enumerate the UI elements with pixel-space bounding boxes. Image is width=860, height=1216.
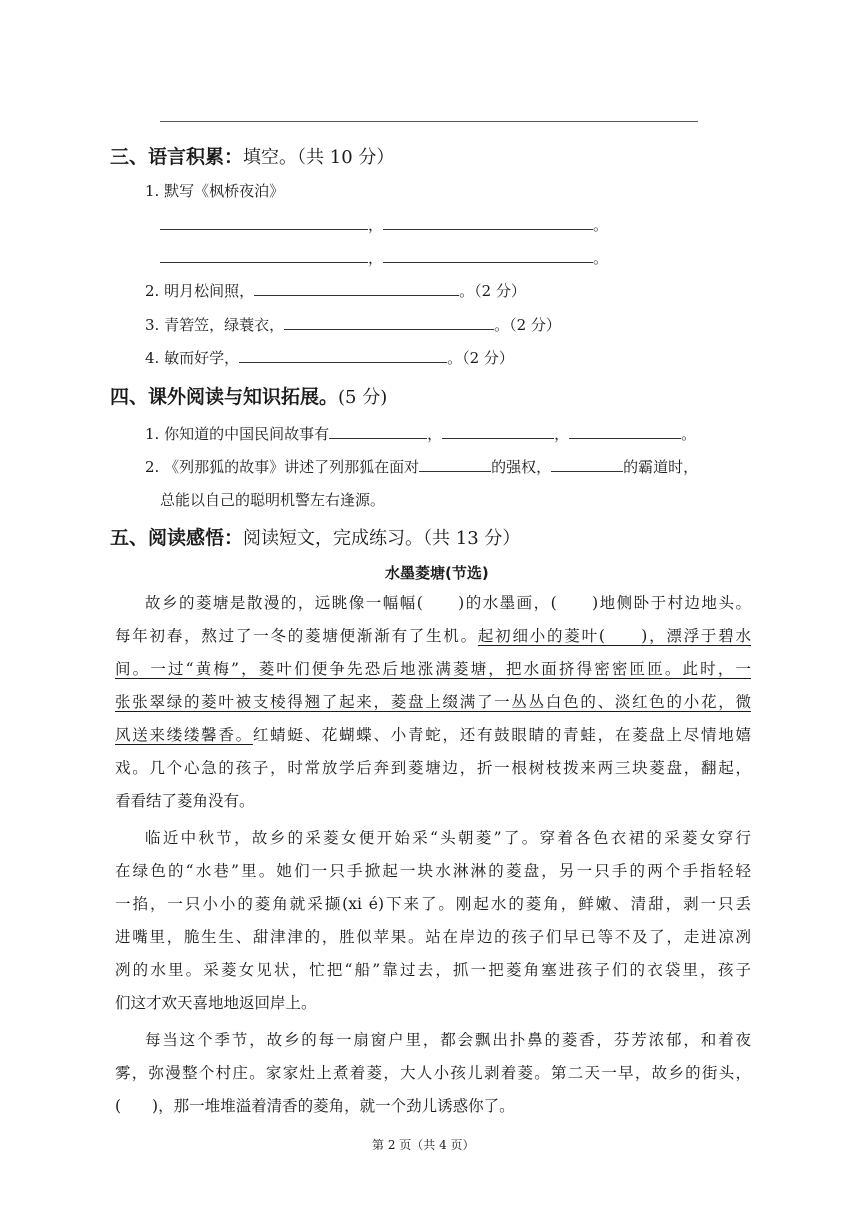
passage-line: 戏。几个心急的孩子，时常放学后奔到菱塘边，折一根树枝拨来两三块菱盘，翻起， [115, 759, 751, 777]
poem-line-1: ， 。 [160, 214, 608, 235]
passage-line: 每年初春，熬过了一冬的菱塘便渐渐有了生机。起初细小的菱叶( )，漂浮于碧水 [115, 627, 751, 645]
poem-line-2: ， 。 [160, 247, 608, 268]
passage-line: 张张翠绿的菱叶被支棱得翘了起来，菱盘上缀满了一丛丛白色的、淡红色的小花，微 [115, 693, 751, 711]
top-rule [160, 121, 698, 122]
answer-blank[interactable] [551, 457, 623, 472]
answer-blank[interactable] [383, 215, 593, 230]
section-3-heading: 三、语言积累：填空。（共 10 分） [110, 146, 395, 168]
passage-line: 每当这个季节，故乡的每一扇窗户里，都会飘出扑鼻的菱香，芬芳浓郁，和着夜 [145, 1031, 751, 1049]
passage-title: 水墨菱塘(节选) [385, 564, 489, 582]
passage-line: 间。一过“黄梅”，菱叶们便争先恐后地涨满菱塘，把水面挤得密密匝匝。此时，一 [115, 660, 751, 678]
answer-blank[interactable] [383, 248, 593, 263]
question-3-4: 4. 敏而好学， 。（2 分） [145, 349, 514, 367]
page-footer: 第 2 页（共 4 页） [372, 1138, 475, 1152]
question-3-1: 1. 默写《枫桥夜泊》 [145, 182, 285, 200]
passage-line: 冽的水里。采菱女见状，忙把“船”靠过去，抓一把菱角塞进孩子们的衣袋里，孩子 [115, 961, 751, 979]
question-4-2: 2. 《列那狐的故事》讲述了列那狐在面对 的强权， 的霸道时， [145, 458, 699, 476]
answer-blank[interactable] [160, 248, 368, 263]
passage-line: 在绿色的“水巷”里。她们一只手掀起一块水淋淋的菱盘，另一只手的两个手指轻轻 [115, 862, 751, 880]
passage-line: ( )，那一堆堆溢着清香的菱角，就一个劲儿诱惑你了。 [115, 1097, 515, 1115]
question-3-3: 3. 青箬笠，绿蓑衣， 。（2 分） [145, 316, 561, 334]
answer-blank[interactable] [569, 424, 681, 439]
question-3-2: 2. 明月松间照， 。（2 分） [145, 282, 526, 300]
passage-line: 们这才欢天喜地地返回岸上。 [115, 994, 317, 1012]
passage-line: 风送来缕缕馨香。红蜻蜓、花蝴蝶、小青蛇，还有鼓眼睛的青蛙，在菱盘上尽情地嬉 [115, 726, 751, 744]
passage-line: 雾，弥漫整个村庄。家家灶上煮着菱，大人小孩儿剥着菱。第二天一早，故乡的街头， [115, 1064, 751, 1082]
answer-blank[interactable] [254, 281, 459, 296]
answer-blank[interactable] [329, 424, 427, 439]
answer-blank[interactable] [442, 424, 554, 439]
section-4-heading: 四、课外阅读与知识拓展。(5 分) [110, 386, 388, 408]
question-4-2-cont: 总能以自己的聪明机警左右逢源。 [160, 491, 386, 509]
question-4-1: 1. 你知道的中国民间故事有 ， ， 。 [145, 425, 697, 443]
section-5-heading: 五、阅读感悟：阅读短文，完成练习。（共 13 分） [110, 527, 521, 549]
answer-blank[interactable] [239, 348, 447, 363]
passage-line: 一掐，一只小小的菱角就采撷(xi é)下来了。刚起水的菱角，鲜嫩、清甜，剥一只丢 [115, 895, 751, 913]
answer-blank[interactable] [419, 457, 491, 472]
passage-line: 故乡的菱塘是散漫的，远眺像一幅幅( )的水墨画，( )地侧卧于村边地头。 [145, 594, 751, 612]
passage-line: 临近中秋节，故乡的采菱女便开始采“头朝菱”了。穿着各色衣裙的采菱女穿行 [145, 829, 751, 847]
passage-line: 看看结了菱角没有。 [115, 792, 255, 810]
answer-blank[interactable] [284, 315, 494, 330]
answer-blank[interactable] [160, 215, 368, 230]
passage-line: 进嘴里，脆生生、甜津津的，胜似苹果。站在岸边的孩子们早已等不及了，走进凉冽 [115, 928, 751, 946]
